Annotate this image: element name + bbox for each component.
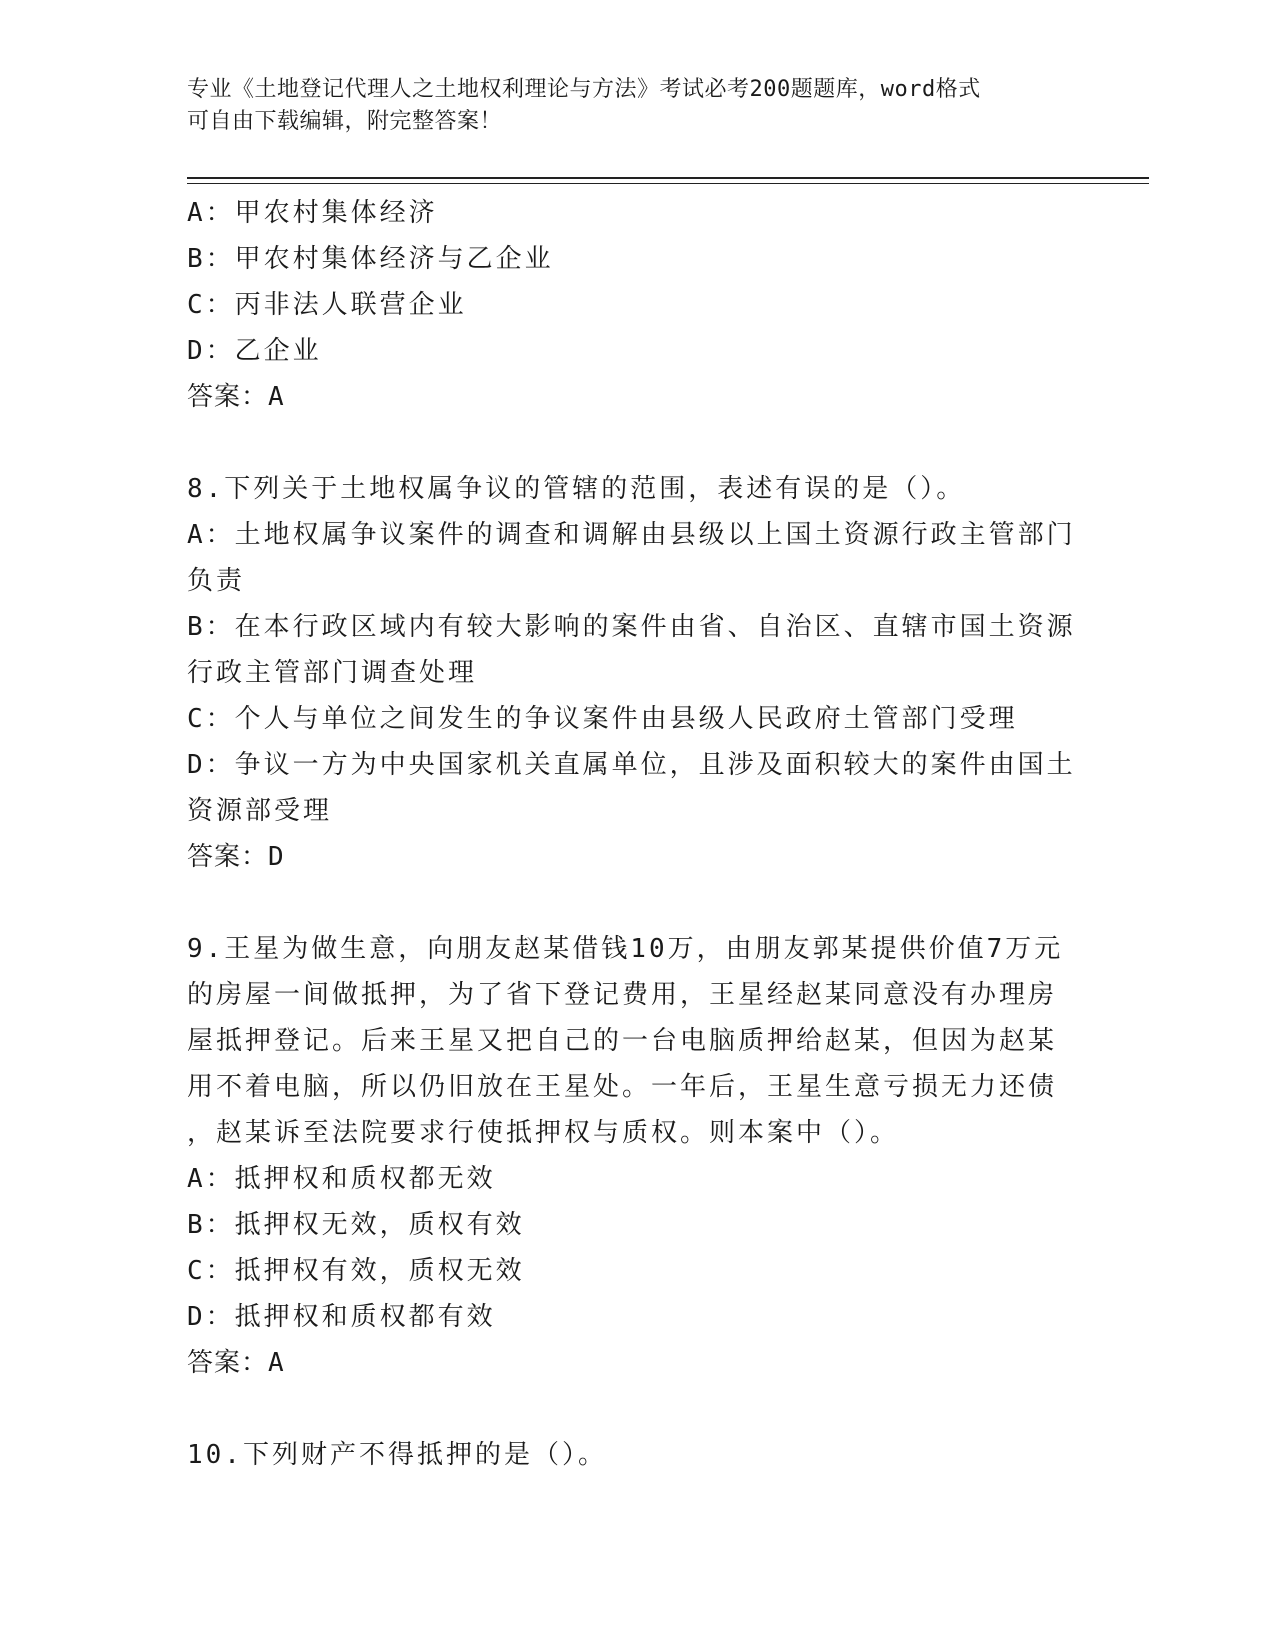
option-c: C：丙非法人联营企业 xyxy=(187,290,467,320)
option-b: B：甲农村集体经济与乙企业 xyxy=(187,244,554,274)
question-text-line-5: ，赵某诉至法院要求行使抵押权与质权。则本案中（）。 xyxy=(187,1118,900,1148)
spacer xyxy=(187,1386,1067,1432)
question-10 xyxy=(187,1432,1067,1478)
option-a: A：甲农村集体经济 xyxy=(187,198,438,228)
question-8 xyxy=(187,466,1076,880)
header-divider-thin xyxy=(187,183,1149,184)
option-b-line-1: B：在本行政区域内有较大影响的案件由省、自治区、直辖市国土资源 xyxy=(187,612,1076,642)
spacer xyxy=(187,880,1067,926)
answer-value: D xyxy=(268,842,285,872)
question-text: 8.下列关于土地权属争议的管辖的范围，表述有误的是（）。 xyxy=(187,474,966,504)
option-b-line-2: 行政主管部门调查处理 xyxy=(187,658,478,688)
option-d: D：乙企业 xyxy=(187,336,322,366)
answer-label: 答案： xyxy=(187,842,269,872)
header-line-2: 可自由下载编辑，附完整答案！ xyxy=(187,109,503,134)
answer xyxy=(187,834,1067,880)
option-a-line-2: 负责 xyxy=(187,566,246,596)
question-text: 10.下列财产不得抵押的是（）。 xyxy=(187,1440,607,1470)
option-d: D：抵押权和质权都有效 xyxy=(187,1302,496,1332)
question-9 xyxy=(187,926,1067,1386)
question-text-line-3: 屋抵押登记。后来王星又把自己的一台电脑质押给赵某，但因为赵某 xyxy=(187,1026,1058,1056)
option-c: C：抵押权有效，质权无效 xyxy=(187,1256,525,1286)
answer-label: 答案： xyxy=(187,382,269,412)
option-a-line-1: A：土地权属争议案件的调查和调解由县级以上国土资源行政主管部门 xyxy=(187,520,1076,550)
answer-label: 答案： xyxy=(187,1348,269,1378)
option-d-line-1: D：争议一方为中央国家机关直属单位，且涉及面积较大的案件由国土 xyxy=(187,750,1076,780)
answer-value: A xyxy=(268,382,285,412)
spacer xyxy=(187,420,1067,466)
question-7 xyxy=(187,190,1067,420)
question-text-line-1: 9.王星为做生意，向朋友赵某借钱10万，由朋友郭某提供价值7万元 xyxy=(187,934,1064,964)
answer xyxy=(187,374,1067,420)
option-c: C：个人与单位之间发生的争议案件由县级人民政府土管部门受理 xyxy=(187,704,1018,734)
answer-value: A xyxy=(268,1348,285,1378)
question-text-line-4: 用不着电脑，所以仍旧放在王星处。一年后，王星生意亏损无力还债 xyxy=(187,1072,1058,1102)
header-divider-thick xyxy=(187,177,1149,179)
option-a: A：抵押权和质权都无效 xyxy=(187,1164,496,1194)
question-text-line-2: 的房屋一间做抵押，为了省下登记费用，王星经赵某同意没有办理房 xyxy=(187,980,1058,1010)
header-line-1: 专业《土地登记代理人之土地权利理论与方法》考试必考200题题库，word格式 xyxy=(187,77,981,102)
document-body xyxy=(187,190,1076,1478)
option-b: B：抵押权无效，质权有效 xyxy=(187,1210,525,1240)
answer xyxy=(187,1340,1067,1386)
page-header xyxy=(187,74,1067,138)
option-d-line-2: 资源部受理 xyxy=(187,796,333,826)
